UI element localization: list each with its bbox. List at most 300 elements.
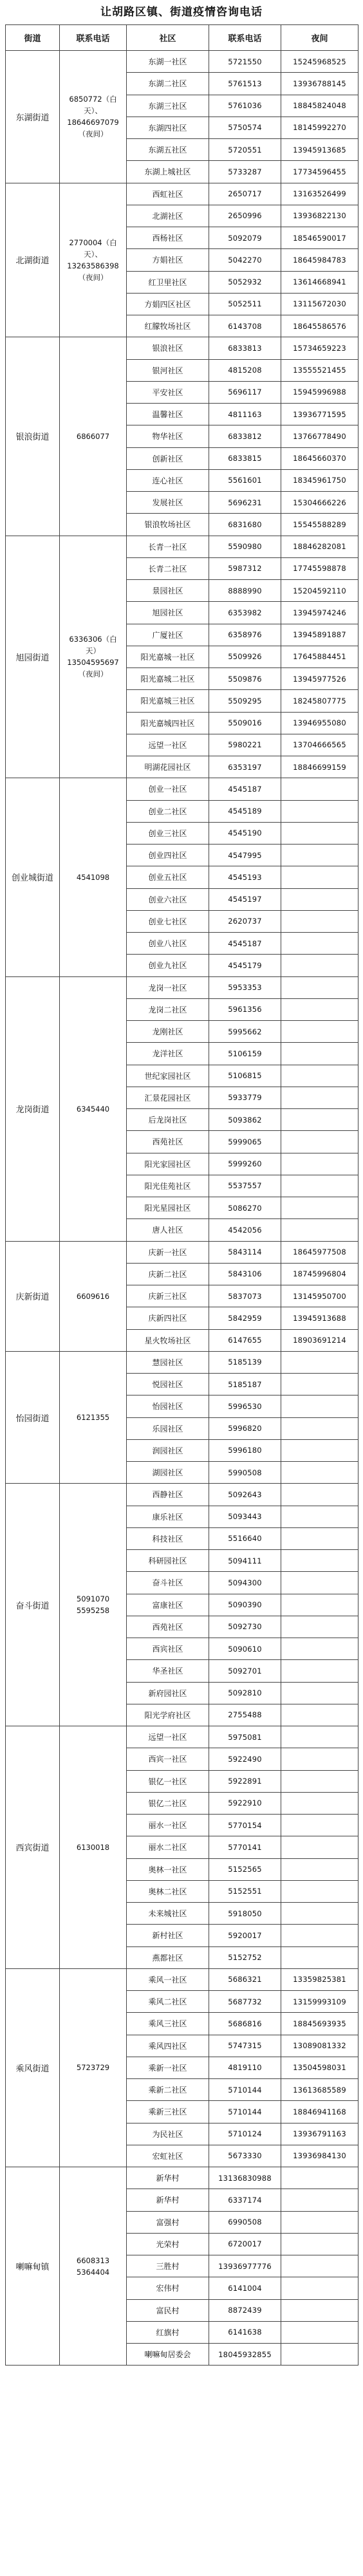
community-phone: 2650996: [209, 205, 281, 227]
community-phone: 6353197: [209, 756, 281, 778]
community-name: 阳光学府社区: [127, 1704, 209, 1726]
table-row: [127, 713, 358, 734]
community-list: [127, 2167, 358, 2366]
night-phone: [281, 1219, 358, 1241]
night-phone: 18745996804: [281, 1264, 358, 1285]
community-phone: 4545187: [209, 778, 281, 800]
table-row: [127, 624, 358, 646]
community-name: 银浪牧场社区: [127, 514, 209, 536]
community-name: 庆新三社区: [127, 1285, 209, 1307]
community-name: 乘风二社区: [127, 1991, 209, 2013]
night-phone: 13555521455: [281, 360, 358, 382]
night-phone: 18845693935: [281, 2013, 358, 2035]
community-list: [127, 1969, 358, 2167]
night-phone: [281, 1153, 358, 1175]
table-row: [127, 2013, 358, 2035]
community-phone: 5770141: [209, 1836, 281, 1858]
night-phone: 18645660370: [281, 448, 358, 470]
table-row: [127, 2101, 358, 2123]
community-name: 宏伟村: [127, 2277, 209, 2299]
table-row: [127, 1969, 358, 1991]
community-name: 康乐社区: [127, 1506, 209, 1528]
night-phone: 15304666226: [281, 492, 358, 514]
night-phone: [281, 1881, 358, 1903]
night-phone: 13936788145: [281, 73, 358, 95]
night-phone: 13945891887: [281, 624, 358, 646]
community-list: [127, 51, 358, 183]
community-list: [127, 183, 358, 338]
community-phone: 5837073: [209, 1285, 281, 1307]
community-phone: 4545187: [209, 933, 281, 955]
night-phone: [281, 1550, 358, 1572]
community-phone: 5509926: [209, 646, 281, 668]
night-phone: [281, 1683, 358, 1704]
night-phone: 13945913685: [281, 139, 358, 161]
table-row: [127, 911, 358, 933]
community-name: 龙刚社区: [127, 1021, 209, 1043]
night-phone: 13115672030: [281, 294, 358, 315]
table-row: [127, 1572, 358, 1594]
community-phone: 5509295: [209, 690, 281, 712]
community-phone: 5673330: [209, 2145, 281, 2167]
community-name: 华圣社区: [127, 1660, 209, 1682]
street-group: [6, 778, 358, 976]
night-phone: [281, 2167, 358, 2189]
community-list: [127, 337, 358, 536]
community-name: 庆新一社区: [127, 1242, 209, 1264]
community-phone: 5686321: [209, 1969, 281, 1991]
community-phone: 5052932: [209, 272, 281, 294]
community-phone: 5770154: [209, 1815, 281, 1836]
street-group: [6, 1969, 358, 2167]
community-phone: 5996180: [209, 1440, 281, 1462]
table-row: [127, 1153, 358, 1175]
street-group: [6, 977, 358, 1242]
phone-table: [5, 24, 358, 2366]
community-phone: 5092810: [209, 1683, 281, 1704]
community-name: 三胜村: [127, 2255, 209, 2277]
community-phone: 5761513: [209, 73, 281, 95]
community-phone: 2620737: [209, 911, 281, 933]
night-phone: [281, 1462, 358, 1484]
night-phone: 13145950700: [281, 1285, 358, 1307]
night-phone: [281, 2234, 358, 2255]
table-row: [127, 1440, 358, 1462]
community-phone: 6990508: [209, 2212, 281, 2234]
community-name: 星火牧场社区: [127, 1330, 209, 1352]
community-phone: 5686816: [209, 2013, 281, 2035]
community-phone: 4811163: [209, 404, 281, 425]
table-row: [127, 1065, 358, 1087]
community-phone: 5922490: [209, 1748, 281, 1770]
table-row: [127, 1726, 358, 1748]
table-row: [127, 1528, 358, 1550]
community-phone: 5094111: [209, 1550, 281, 1572]
community-name: 喇嘛甸居委会: [127, 2344, 209, 2366]
community-phone: 5843114: [209, 1242, 281, 1264]
street-phone: 6345440: [60, 977, 127, 1242]
night-phone: [281, 1815, 358, 1836]
table-row: [127, 470, 358, 492]
table-row: [127, 1109, 358, 1131]
community-name: 富强村: [127, 2212, 209, 2234]
night-phone: [281, 1418, 358, 1440]
community-name: 旭园社区: [127, 602, 209, 624]
community-name: 明湖花园社区: [127, 756, 209, 778]
community-name: 湖园社区: [127, 1462, 209, 1484]
header-night-phone: 夜间: [281, 25, 358, 51]
community-phone: 5995662: [209, 1021, 281, 1043]
table-row: [127, 1242, 358, 1264]
table-row: [127, 2300, 358, 2322]
night-phone: 15734659223: [281, 337, 358, 359]
community-name: 乐园社区: [127, 1418, 209, 1440]
community-phone: 6831680: [209, 514, 281, 536]
table-row: [127, 2189, 358, 2211]
street-group: [6, 337, 358, 536]
community-phone: 4819110: [209, 2057, 281, 2079]
community-name: 慧园社区: [127, 1352, 209, 1374]
night-phone: [281, 1484, 358, 1506]
night-phone: [281, 1440, 358, 1462]
community-name: 阳光星园社区: [127, 1197, 209, 1219]
table-row: [127, 161, 358, 183]
night-phone: 13089081332: [281, 2035, 358, 2057]
community-phone: 5990508: [209, 1462, 281, 1484]
community-phone: 5999260: [209, 1153, 281, 1175]
night-phone: [281, 1197, 358, 1219]
community-name: 怡园社区: [127, 1395, 209, 1417]
night-phone: [281, 1374, 358, 1395]
community-name: 宏虹社区: [127, 2145, 209, 2167]
street-name: 怡园街道: [6, 1352, 60, 1484]
community-name: 远望一社区: [127, 1726, 209, 1748]
night-phone: 13946955080: [281, 713, 358, 734]
night-phone: 13945974246: [281, 602, 358, 624]
community-phone: 5696231: [209, 492, 281, 514]
night-phone: [281, 1726, 358, 1748]
table-row: [127, 249, 358, 271]
community-phone: 2650717: [209, 183, 281, 205]
community-name: 乘新三社区: [127, 2101, 209, 2123]
night-phone: [281, 1925, 358, 1946]
community-phone: 5980221: [209, 734, 281, 756]
night-phone: 17745598878: [281, 558, 358, 580]
community-name: 科研园社区: [127, 1550, 209, 1572]
community-name: 东湖四社区: [127, 117, 209, 139]
community-phone: 5106815: [209, 1065, 281, 1087]
table-row: [127, 1285, 358, 1307]
night-phone: [281, 2255, 358, 2277]
community-phone: 5710144: [209, 2079, 281, 2101]
community-phone: 5961356: [209, 999, 281, 1021]
header-street: 街道: [6, 25, 60, 51]
table-header: [6, 25, 358, 51]
community-phone: 5747315: [209, 2035, 281, 2057]
community-name: 世纪家园社区: [127, 1065, 209, 1087]
community-phone: 5042270: [209, 249, 281, 271]
table-row: [127, 690, 358, 712]
community-name: 方娟四区社区: [127, 294, 209, 315]
community-phone: 5710144: [209, 2101, 281, 2123]
table-row: [127, 646, 358, 668]
table-row: [127, 734, 358, 756]
street-name: 东湖街道: [6, 51, 60, 183]
community-phone: 5516640: [209, 1528, 281, 1550]
community-name: 奥林一社区: [127, 1859, 209, 1881]
night-phone: [281, 1771, 358, 1793]
table-row: [127, 2344, 358, 2366]
community-name: 丽水二社区: [127, 1836, 209, 1858]
table-row: [127, 117, 358, 139]
night-phone: 13704666565: [281, 734, 358, 756]
night-phone: [281, 2212, 358, 2234]
community-name: 红朦牧场社区: [127, 315, 209, 337]
night-phone: [281, 955, 358, 976]
night-phone: [281, 1175, 358, 1197]
community-name: 景园社区: [127, 580, 209, 602]
street-group: [6, 536, 358, 779]
community-name: 长青一社区: [127, 536, 209, 558]
community-phone: 5152565: [209, 1859, 281, 1881]
night-phone: 13504598031: [281, 2057, 358, 2079]
table-row: [127, 514, 358, 536]
community-name: 东湖一社区: [127, 51, 209, 73]
table-row: [127, 1683, 358, 1704]
street-phone: 6121355: [60, 1352, 127, 1484]
community-phone: 5185187: [209, 1374, 281, 1395]
community-name: 西杨社区: [127, 227, 209, 249]
table-row: [127, 1021, 358, 1043]
table-row: [127, 1704, 358, 1726]
street-group: [6, 183, 358, 338]
table-row: [127, 2322, 358, 2344]
community-name: 西静社区: [127, 1484, 209, 1506]
community-phone: 5093443: [209, 1506, 281, 1528]
community-phone: 5152551: [209, 1881, 281, 1903]
street-group: [6, 1726, 358, 1969]
community-name: 创业八社区: [127, 933, 209, 955]
night-phone: [281, 1043, 358, 1065]
night-phone: [281, 1836, 358, 1858]
table-row: [127, 999, 358, 1021]
night-phone: [281, 889, 358, 911]
community-phone: 5093862: [209, 1109, 281, 1131]
community-phone: 6143708: [209, 315, 281, 337]
table-row: [127, 139, 358, 161]
community-phone: 5509876: [209, 668, 281, 690]
community-name: 西苑社区: [127, 1616, 209, 1638]
night-phone: [281, 1131, 358, 1153]
night-phone: 13936791163: [281, 2123, 358, 2145]
community-name: 东湖三社区: [127, 95, 209, 117]
community-phone: 6147655: [209, 1330, 281, 1352]
table-row: [127, 1395, 358, 1417]
night-phone: 18145992270: [281, 117, 358, 139]
community-name: 平安社区: [127, 382, 209, 404]
table-row: [127, 360, 358, 382]
page-title: 让胡路区镇、街道疫情咨询电话: [100, 6, 263, 19]
street-name: 乘风街道: [6, 1969, 60, 2167]
night-phone: 13945977526: [281, 668, 358, 690]
community-phone: 5092730: [209, 1616, 281, 1638]
table-row: [127, 1462, 358, 1484]
night-phone: [281, 1506, 358, 1528]
table-row: [127, 1638, 358, 1660]
night-phone: [281, 1352, 358, 1374]
table-row: [127, 2079, 358, 2101]
community-name: 东湖二社区: [127, 73, 209, 95]
table-row: [127, 1947, 358, 1969]
community-name: 燕都社区: [127, 1947, 209, 1969]
community-name: 阳光嘉城三社区: [127, 690, 209, 712]
night-phone: [281, 1087, 358, 1109]
night-phone: 13936822130: [281, 205, 358, 227]
community-name: 未来城社区: [127, 1903, 209, 1925]
table-row: [127, 448, 358, 470]
night-phone: 13766778490: [281, 425, 358, 447]
night-phone: [281, 2300, 358, 2322]
table-row: [127, 183, 358, 205]
community-phone: 5086270: [209, 1197, 281, 1219]
community-list: [127, 1484, 358, 1726]
community-phone: 5996530: [209, 1395, 281, 1417]
community-phone: 5090610: [209, 1638, 281, 1660]
table-row: [127, 2212, 358, 2234]
community-name: 创新社区: [127, 448, 209, 470]
community-phone: 5561601: [209, 470, 281, 492]
community-phone: 4545197: [209, 889, 281, 911]
community-name: 奋斗社区: [127, 1572, 209, 1594]
table-row: [127, 955, 358, 976]
night-phone: 13936984130: [281, 2145, 358, 2167]
table-row: [127, 1748, 358, 1770]
table-row: [127, 2145, 358, 2167]
community-phone: 5720551: [209, 139, 281, 161]
community-phone: 4545190: [209, 823, 281, 845]
night-phone: [281, 999, 358, 1021]
night-phone: [281, 2277, 358, 2299]
street-phone: 6609616: [60, 1242, 127, 1352]
community-phone: 5750574: [209, 117, 281, 139]
night-phone: [281, 1065, 358, 1087]
community-phone: 5996820: [209, 1418, 281, 1440]
community-phone: 5094300: [209, 1572, 281, 1594]
street-group: [6, 1352, 358, 1484]
community-phone: 6833813: [209, 337, 281, 359]
community-name: 乘新二社区: [127, 2079, 209, 2101]
community-name: 悦园社区: [127, 1374, 209, 1395]
header-street-phone: 联系电话: [60, 25, 127, 51]
community-name: 富民村: [127, 2300, 209, 2322]
table-row: [127, 2123, 358, 2145]
street-name: 庆新街道: [6, 1242, 60, 1352]
community-list: [127, 778, 358, 976]
table-row: [127, 668, 358, 690]
night-phone: [281, 2322, 358, 2344]
community-name: 创业二社区: [127, 801, 209, 823]
community-phone: 5975081: [209, 1726, 281, 1748]
community-name: 阳光嘉城二社区: [127, 668, 209, 690]
night-phone: [281, 1616, 358, 1638]
community-phone: 4545189: [209, 801, 281, 823]
table-row: [127, 1175, 358, 1197]
street-phone: 4541098: [60, 778, 127, 976]
community-phone: 2755488: [209, 1704, 281, 1726]
night-phone: [281, 933, 358, 955]
community-name: 科技社区: [127, 1528, 209, 1550]
community-name: 创业一社区: [127, 778, 209, 800]
street-phone: 2770004（白天）、13263586398（夜间）: [60, 183, 127, 338]
community-name: 唐人社区: [127, 1219, 209, 1241]
night-phone: 15204592110: [281, 580, 358, 602]
community-phone: 5052511: [209, 294, 281, 315]
table-row: [127, 1352, 358, 1374]
community-name: 创业九社区: [127, 955, 209, 976]
community-phone: 8872439: [209, 2300, 281, 2322]
table-row: [127, 2057, 358, 2079]
community-name: 庆新二社区: [127, 1264, 209, 1285]
night-phone: [281, 2189, 358, 2211]
table-row: [127, 1131, 358, 1153]
table-row: [127, 1506, 358, 1528]
street-phone: 6130018: [60, 1726, 127, 1969]
community-list: [127, 1242, 358, 1352]
table-row: [127, 977, 358, 999]
community-name: 龙岗一社区: [127, 977, 209, 999]
community-phone: 5920017: [209, 1925, 281, 1946]
table-row: [127, 1219, 358, 1241]
table-row: [127, 778, 358, 800]
community-phone: 5696117: [209, 382, 281, 404]
community-name: 创业五社区: [127, 866, 209, 888]
night-phone: 18845824048: [281, 95, 358, 117]
table-row: [127, 337, 358, 359]
community-phone: 5999065: [209, 1131, 281, 1153]
community-name: 创业四社区: [127, 845, 209, 866]
community-list: [127, 977, 358, 1242]
community-phone: 5092701: [209, 1660, 281, 1682]
night-phone: 13163526499: [281, 183, 358, 205]
night-phone: [281, 778, 358, 800]
table-row: [127, 1550, 358, 1572]
table-row: [127, 1925, 358, 1946]
community-name: 东湖五社区: [127, 139, 209, 161]
table-row: [127, 1087, 358, 1109]
night-phone: 13359825381: [281, 1969, 358, 1991]
community-phone: 5953353: [209, 977, 281, 999]
street-name: 龙岗街道: [6, 977, 60, 1242]
table-row: [127, 1815, 358, 1836]
community-phone: 5092079: [209, 227, 281, 249]
community-phone: 4545193: [209, 866, 281, 888]
table-row: [127, 801, 358, 823]
community-name: 后龙岗社区: [127, 1109, 209, 1131]
community-phone: 5922891: [209, 1771, 281, 1793]
night-phone: [281, 1748, 358, 1770]
community-phone: 6353982: [209, 602, 281, 624]
table-row: [127, 404, 358, 425]
night-phone: 13945913688: [281, 1307, 358, 1329]
community-name: 阳光家园社区: [127, 1153, 209, 1175]
community-phone: 5537557: [209, 1175, 281, 1197]
night-phone: [281, 1528, 358, 1550]
community-name: 方娟社区: [127, 249, 209, 271]
community-phone: 5509016: [209, 713, 281, 734]
community-phone: 5733287: [209, 161, 281, 183]
night-phone: 18645586576: [281, 315, 358, 337]
night-phone: [281, 1660, 358, 1682]
